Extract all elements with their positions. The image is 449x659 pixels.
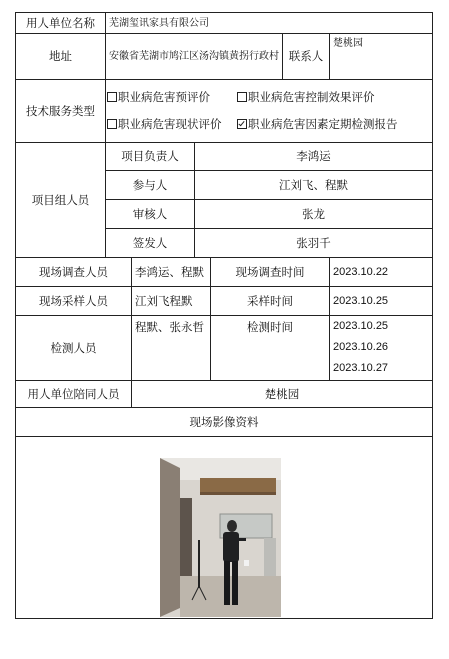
testing-row — [16, 316, 433, 381]
service-option[interactable]: 职业病危害预评价 — [107, 90, 237, 105]
service-options — [106, 80, 433, 143]
testing-date: 2023.10.26 — [333, 341, 389, 353]
address-row — [16, 34, 433, 80]
checkbox-icon[interactable] — [107, 92, 117, 102]
testing-date: 2023.10.25 — [333, 320, 389, 332]
survey-time-label: 现场调查时间 — [211, 258, 330, 287]
sampling-time-label: 采样时间 — [211, 287, 330, 316]
sampling-person-label: 现场采样人员 — [16, 287, 132, 316]
service-type-label: 技术服务类型 — [16, 80, 106, 143]
project-lead-value: 李鸿运 — [195, 143, 433, 171]
testing-time-label: 检测时间 — [211, 316, 330, 381]
testing-person-value: 程默、张永哲 — [132, 316, 211, 381]
survey-person-value: 李鸿运、程默 — [132, 258, 211, 287]
checkbox-icon[interactable] — [237, 119, 247, 129]
survey-time-value: 2023.10.22 — [330, 258, 433, 287]
service-type-row — [16, 80, 433, 143]
site-photo-image — [160, 458, 281, 617]
testing-date: 2023.10.27 — [333, 362, 389, 374]
project-lead-row — [16, 143, 433, 171]
testing-dates — [330, 316, 433, 381]
testing-person-label: 检测人员 — [16, 316, 132, 381]
escort-label: 用人单位陪同人员 — [16, 381, 132, 408]
survey-form-page — [15, 12, 432, 655]
photo-section-label: 现场影像资料 — [16, 408, 433, 437]
checkbox-icon[interactable] — [107, 119, 117, 129]
issuer-label: 签发人 — [106, 229, 195, 258]
sampling-time-value: 2023.10.25 — [330, 287, 433, 316]
contact-value: 楚桃园 — [330, 34, 433, 80]
unit-name-row — [16, 13, 433, 34]
unit-name-label: 用人单位名称 — [16, 13, 106, 34]
service-option[interactable]: 职业病危害因素定期检测报告 — [237, 117, 398, 132]
participant-label: 参与人 — [106, 171, 195, 200]
checkbox-icon[interactable] — [237, 92, 247, 102]
project-lead-label: 项目负责人 — [106, 143, 195, 171]
service-option[interactable]: 职业病危害控制效果评价 — [237, 90, 375, 105]
project-group-label: 项目组人员 — [16, 143, 106, 258]
contact-label: 联系人 — [283, 34, 330, 80]
survey-person-label: 现场调查人员 — [16, 258, 132, 287]
unit-name-value: 芜湖玺讯家具有限公司 — [106, 13, 433, 34]
sampling-person-value: 江刘飞程默 — [132, 287, 211, 316]
address-label: 地址 — [16, 34, 106, 80]
sampling-row — [16, 287, 433, 316]
reviewer-value: 张龙 — [195, 200, 433, 229]
participant-value: 江刘飞、程默 — [195, 171, 433, 200]
issuer-value: 张羽千 — [195, 229, 433, 258]
site-photo — [160, 458, 281, 617]
service-option[interactable]: 职业病危害现状评价 — [107, 117, 237, 132]
survey-row — [16, 258, 433, 287]
photo-header-row — [16, 408, 433, 437]
address-value: 安徽省芜湖市鸠江区汤沟镇黄拐行政村 — [106, 34, 283, 80]
escort-row — [16, 381, 433, 408]
escort-value: 楚桃园 — [132, 381, 433, 408]
reviewer-label: 审核人 — [106, 200, 195, 229]
